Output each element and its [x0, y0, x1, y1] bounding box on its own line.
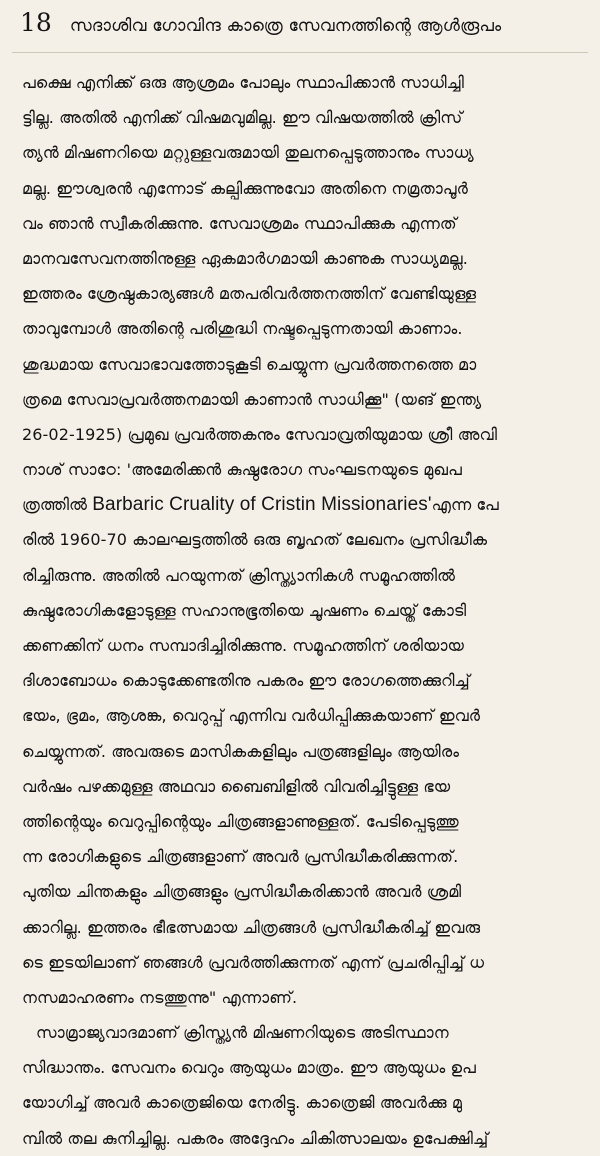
text-line: മല്ല. ഈശ്വരൻ എന്നോട് കല്പിക്കുന്നുവോ അതിനെ നമ്രതാപൂർ: [22, 178, 468, 198]
text-line: മാനവസേവനത്തിനുള്ള ഏകമാർഗമായി കാണുക സാധ്യമല്ല.: [22, 248, 468, 268]
text-line-mixed: [22, 487, 588, 522]
body-text: [12, 65, 588, 1156]
text-segment: ത്രത്തിൽ: [22, 495, 93, 515]
text-line: ത്യൻ മിഷണറിയെ മറ്റുള്ളവരുമായി തുലനപ്പെടുത്താനും സാധ്യ: [22, 143, 474, 163]
text-line: ശുദ്ധമായ സേവാഭാവത്തോടുകൂടി ചെയ്യുന്ന പ്രവർത്തനത്തെ മാ: [22, 354, 477, 374]
text-segment: എന്ന പേ: [431, 495, 499, 515]
text-line: ചെയ്യുന്നത്. അവരുടെ മാസികകളിലും പത്രങ്ങളിലും ആയിരം: [22, 741, 459, 761]
text-line: വം ഞാൻ സ്വീകരിക്കുന്നു. സേവാശ്രമം സ്ഥാപിക്കുക എന്നത്: [22, 213, 457, 233]
text-line: മ്പിൽ തല കുനിച്ചില്ല. പകരം അദ്ദേഹം ചികിത്സാലയം ഉപേക്ഷിച്ച്: [22, 1128, 489, 1148]
page-header: [12, 8, 588, 53]
text-line: ദിശാബോധം കൊടുക്കേണ്ടതിനു പകരം ഈ രോഗത്തെക്കുറിച്ച്: [22, 671, 470, 691]
text-line: ഇത്തരം ശ്രേഷ്ഠകാര്യങ്ങൾ മതപരിവർത്തനത്തിന് വേണ്ടിയുള്ള: [22, 284, 477, 304]
text-line: പക്ഷെ എനിക്ക് ഒരു ആശ്രമം പോലും സ്ഥാപിക്കാൻ സാധിച്ചി: [22, 73, 465, 92]
text-line: യോഗിച്ച് അവർ കാത്രെജിയെ നേരിട്ടു. കാത്രെജി അവർക്കു മു: [22, 1093, 463, 1113]
text-line: രിച്ചിരുന്നു. അതിൽ പറയുന്നത് ക്രിസ്ത്യാനികൾ സമൂഹത്തിൽ: [22, 565, 456, 585]
english-title-segment: Barbaric Cruality of Cristin Missionaries': [92, 494, 432, 516]
page-number: 18: [20, 8, 52, 37]
text-line: സിദ്ധാന്തം. സേവനം വെറും ആയുധം മാത്രം. ഈ ആയുധം ഉപ: [22, 1058, 476, 1078]
text-line: പുതിയ ചിന്തകളും ചിത്രങ്ങളും പ്രസിദ്ധീകരിക്കാൻ അവർ ശ്രമി: [22, 882, 462, 902]
paragraph-first-line: സാമ്രാജ്യവാദമാണ് ക്രിസ്ത്യൻ മിഷണറിയുടെ അടിസ്ഥാന: [36, 1023, 449, 1043]
running-title: സദാശിവ ഗോവിന്ദ കാത്രെ സേവനത്തിന്റെ ആൾരൂപം: [69, 16, 502, 36]
text-line: ത്തിന്റെയും വെറുപ്പിന്റെയും ചിത്രങ്ങളാണുള്ളത്. പേടിപ്പെടുത്തു: [22, 811, 459, 831]
text-line: ത്രമെ സേവാപ്രവർത്തനമായി കാണാൻ സാധിക്കൂ" (യങ് ഇന്ത്യ: [22, 389, 482, 409]
text-line: 26-02-1925) പ്രമുഖ പ്രവർത്തകനും സേവാവ്രതിയുമായ ശ്രീ അവി: [22, 424, 498, 444]
text-line: ട്ടില്ല. അതിൽ എനിക്ക് വിഷമവുമില്ല. ഈ വിഷയത്തിൽ ക്രിസ്: [22, 108, 463, 128]
text-line: കുഷ്ഠരോഗികളോടുള്ള സഹാനുഭൂതിയെ ചൂഷണം ചെയ്ത് കോടി: [22, 600, 467, 620]
text-line: ഭയം, ഭ്രമം, ആശങ്ക, വെറുപ്പ് എന്നിവ വർധിപ്പിക്കുകയാണ് ഇവർ: [22, 706, 481, 726]
text-line: രിൽ 1960-70 കാലഘട്ടത്തിൽ ഒരു ബൃഹത് ലേഖനം പ്രസിദ്ധീക: [22, 530, 488, 550]
text-line: ക്കണക്കിന് ധനം സമ്പാദിച്ചിരിക്കുന്നു. സമൂഹത്തിന് ശരിയായ: [22, 636, 464, 655]
text-line: നസമാഹരണം നടത്തുന്നു" എന്നാണ്.: [22, 987, 298, 1007]
text-line: ക്കാറില്ല. ഇത്തരം ഭീഭത്സമായ ചിത്രങ്ങൾ പ്രസിദ്ധീകരിച്ച് ഇവരു: [22, 917, 481, 937]
text-line: വർഷം പഴക്കമുള്ള അഥവാ ബൈബിളിൽ വിവരിച്ചിട്ടുള്ള ഭയ: [22, 776, 451, 796]
text-line: താവുമ്പോൾ അതിന്റെ പരിശുദ്ധി നഷ്ടപ്പെടുന്നതായി കാണാം.: [22, 319, 463, 339]
text-line: നാശ് സാഠേ: 'അമേരിക്കൻ കുഷ്ഠരോഗ സംഘടനയുടെ മുഖപ: [22, 460, 462, 480]
text-line: ന്ന രോഗികളുടെ ചിത്രങ്ങളാണ് അവർ പ്രസിദ്ധീകരിക്കുന്നത്.: [22, 847, 459, 867]
text-line: ടെ ഇടയിലാണ് ഞങ്ങൾ പ്രവർത്തിക്കുന്നത് എന്ന് പ്രചരിപ്പിച്ച് ധ: [22, 952, 485, 972]
